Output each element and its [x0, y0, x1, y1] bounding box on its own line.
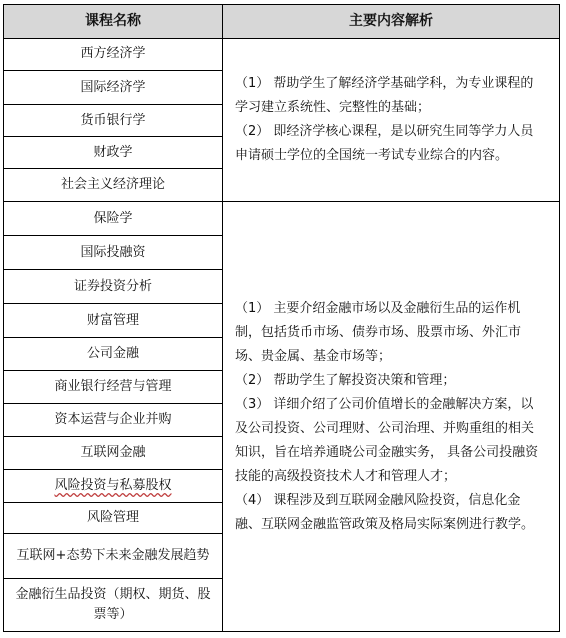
analysis-point: （3） 详细介绍了公司价值增长的金融解决方案，以及公司投资、公司理财、公司治理、并购重组的相关知识，旨在培养通晓公司金融实务， 具备公司投融资技能的高级投资技术人才和管理人才；	[235, 396, 539, 484]
course-cell: 国际投融资	[4, 236, 222, 270]
course-cell: 金融衍生品投资（期权、期货、股票等）	[15, 587, 211, 622]
course-cell: 国际经济学	[4, 71, 222, 105]
course-cell: 互联网+态势下未来金融发展趋势	[4, 534, 222, 579]
analysis-point: （2） 帮助学生了解投资决策和管理；	[235, 372, 456, 388]
table-header	[4, 5, 559, 39]
course-name-wavy: 风险投资与私募股权	[54, 478, 172, 493]
header-course-name: 课程名称	[85, 13, 141, 29]
course-cell: 西方经济学	[4, 38, 222, 71]
course-cell	[4, 470, 222, 503]
course-cell: 货币银行学	[4, 105, 222, 137]
course-cell: 保险学	[4, 202, 222, 236]
course-cell: 互联网金融	[4, 437, 222, 470]
analysis-point: （1） 帮助学生了解经济学基础学科，为专业课程的学习建立系统性、完整性的基础；	[235, 75, 534, 115]
course-cell: 财政学	[4, 137, 222, 169]
course-cell: 风险管理	[4, 503, 222, 534]
header-content-analysis: 主要内容解析	[349, 13, 433, 29]
course-table	[3, 4, 560, 632]
analysis-point: （4） 课程涉及到互联网金融风险投资，信息化金融、互联网金融监管政策及格局实际案例进行教学。	[235, 492, 535, 532]
course-cell: 财富管理	[4, 304, 222, 338]
analysis-cell-group-2	[223, 202, 559, 631]
course-cell: 证券投资分析	[4, 270, 222, 304]
course-cell: 社会主义经济理论	[4, 169, 222, 202]
course-cell: 资本运营与企业并购	[4, 404, 222, 437]
analysis-cell-group-1	[223, 38, 559, 201]
course-cell: 公司金融	[4, 338, 222, 371]
course-cell: 商业银行经营与管理	[4, 371, 222, 404]
analysis-point: （2） 即经济学核心课程，是以研究生同等学力人员申请硕士学位的全国统一考试专业综合的内容。	[235, 123, 534, 163]
analysis-point: （1） 主要介绍金融市场以及金融衍生品的运作机制，包括货币市场、债券市场、股票市场、外汇市场、贵金属、基金市场等；	[235, 300, 522, 364]
